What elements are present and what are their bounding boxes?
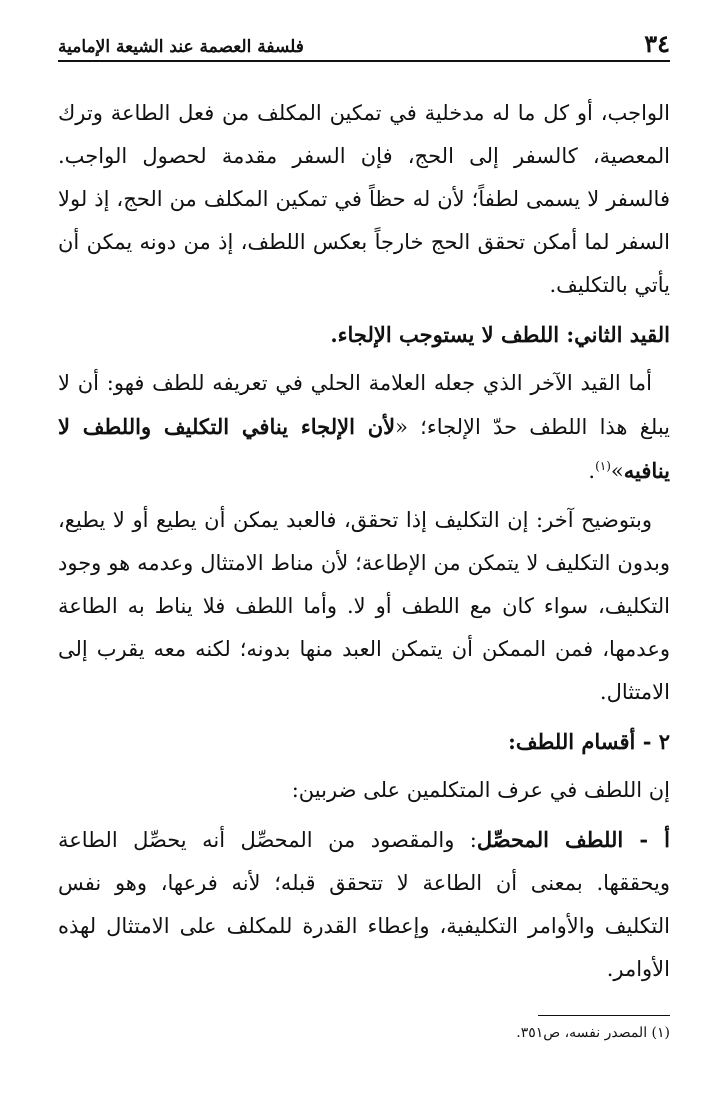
paragraph-1: الواجب، أو كل ما له مدخلية في تمكين المكلف من فعل الطاعة وترك المعصية، كالسفر إلى الحج، فإن السفر مقدمة لحصول الواجب. فالسفر لا يسمى لطفاً؛ لأن له حظاً في تمكين المكلف من الحج، إذ لولا السفر لما أمكن تحقق الحج خارجاً بعكس اللطف، إذ من دونه يمكن أن يأتي بالتكليف. — [58, 101, 670, 297]
paragraph-3-end: . — [588, 459, 596, 483]
main-text — [58, 92, 670, 997]
book-title: فلسفة العصمة عند الشيعة الإمامية — [58, 37, 304, 57]
paragraph-6: إن اللطف في عرف المتكلمين على ضربين: — [291, 778, 670, 802]
quoted-reason: لأن الإلجاء ينافي التكليف واللطف لا ينافيه — [58, 414, 670, 483]
section-heading-types-of-grace: ٢ - أقسام اللطف: — [508, 729, 670, 754]
footnote: (١) المصدر نفسه، ص٣٥١. — [516, 1025, 670, 1041]
subheading-second-condition: القيد الثاني: اللطف لا يستوجب الإلجاء. — [330, 322, 670, 347]
running-header — [58, 30, 670, 62]
paragraph-3 — [58, 362, 670, 493]
paragraph-7 — [58, 818, 670, 991]
term-effecting-grace: أ - اللطف المحصِّل — [476, 827, 670, 852]
quote-close: » — [610, 459, 624, 483]
paragraph-7-text: : والمقصود من المحصِّل أنه يحصِّل الطاعة ويحققها. بمعنى أن الطاعة لا تتحقق قبله؛ لأنه فرعها، وهو نفس التكليف والأوامر التكليفية، وإعطاء القدرة للمكلف على الامتثال لهذه الأوامر. — [58, 828, 670, 981]
footnote-marker: (١) — [595, 459, 611, 473]
paragraph-3-text: أما القيد الآخر الذي جعله العلامة الحلي في تعريفه للطف فهو: أن لا يبلغ هذا اللطف حدّ الإلجاء؛ « — [58, 371, 670, 439]
footnote-divider — [538, 1015, 670, 1016]
paragraph-4: وبتوضيح آخر: إن التكليف إذا تحقق، فالعبد يمكن أن يطيع أو لا يطيع، وبدون التكليف لا يتمكن من الإطاعة؛ لأن مناط الامتثال وعدمه هو وجود التكليف، سواء كان مع اللطف أو لا. وأما اللطف فلا يناط به الطاعة وعدمها، فمن الممكن أن يتمكن العبد منها بدونه؛ لكنه معه يقرب إلى الامتثال. — [58, 508, 670, 704]
page-number: ٣٤ — [644, 29, 670, 58]
